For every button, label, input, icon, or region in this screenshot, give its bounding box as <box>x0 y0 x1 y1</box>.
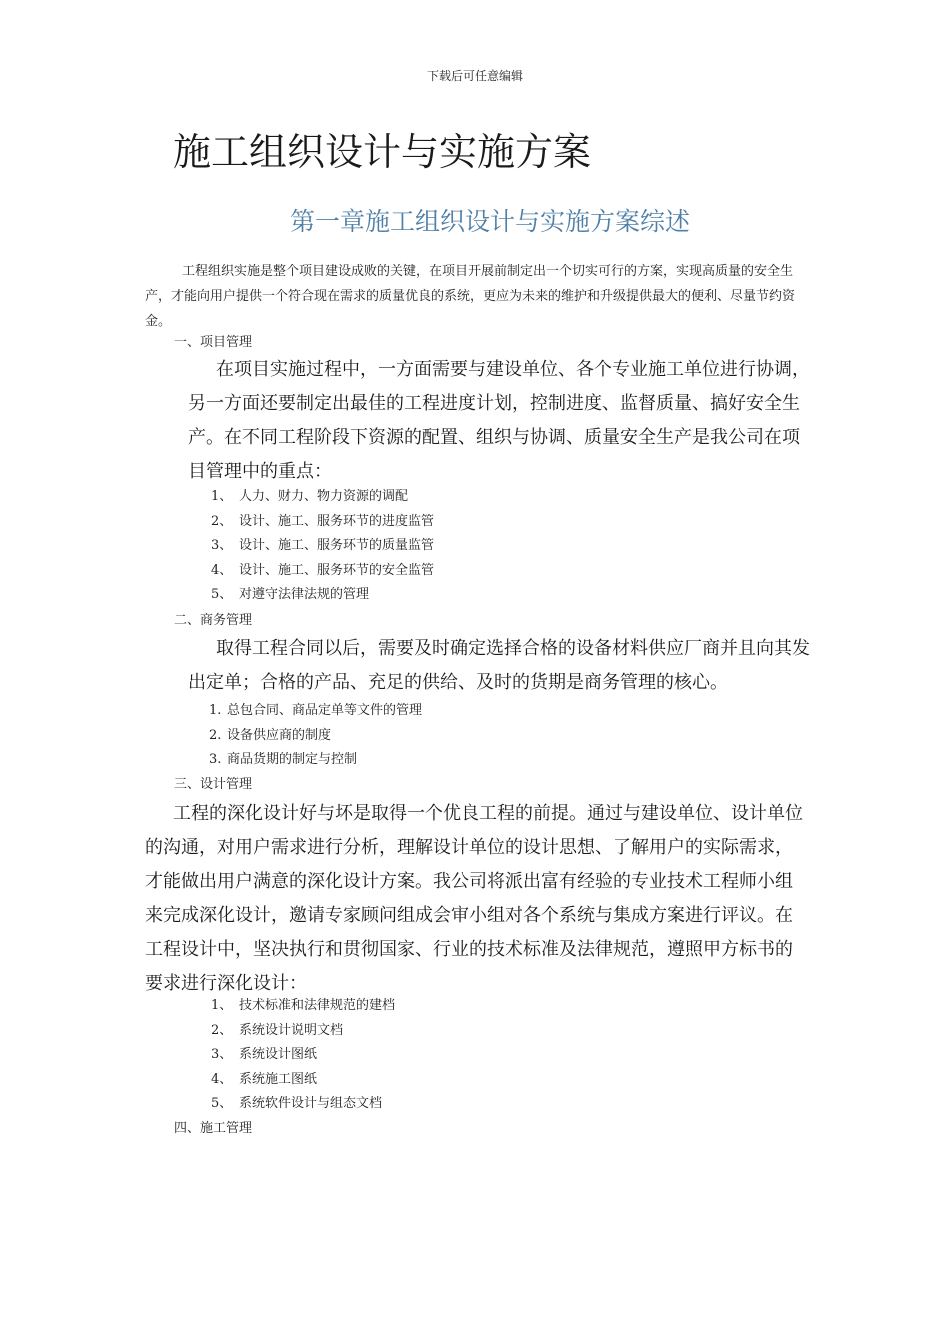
chapter-title: 第一章施工组织设计与实施方案综述 <box>289 207 690 236</box>
list-item-text: 技术标准和法律规范的建档 <box>239 998 396 1013</box>
project-management-list <box>211 485 434 608</box>
business-management-list <box>209 699 422 773</box>
list-item-number: 2. <box>209 727 222 743</box>
list-item-number: 3、 <box>211 538 233 554</box>
list-item <box>209 724 422 749</box>
list-item <box>211 534 434 559</box>
section-paragraph-project-management: 在项目实施过程中，一方面需要与建设单位、各个专业施工单位进行协调，另一方面还要制定出最佳的工程进度计划，控制进度、监督质量、搞好安全生产。在不同工程阶段下资源的配置、组织与协调、质量安全生产是我公司在项目管理中的重点： <box>188 359 810 482</box>
list-item-number: 5、 <box>211 587 233 603</box>
list-item <box>211 559 434 584</box>
list-item-text: 总包合同、商品定单等文件的管理 <box>227 703 423 718</box>
list-item-text: 系统设计说明文档 <box>239 1022 344 1038</box>
list-item-text: 商品货期的制定与控制 <box>227 752 358 768</box>
list-item <box>211 994 395 1019</box>
list-item <box>211 1019 395 1044</box>
list-item-text: 对遵守法律法规的管理 <box>239 587 370 603</box>
list-item-text: 设备供应商的制度 <box>227 727 332 743</box>
list-item-number: 1、 <box>211 489 233 504</box>
list-item-number: 3. <box>209 752 222 768</box>
list-item <box>211 1043 395 1068</box>
list-item-text: 系统施工图纸 <box>239 1071 318 1087</box>
section-paragraph-business-management: 取得工程合同以后，需要及时确定选择合格的设备材料供应厂商并且向其发出定单；合格的产品、充足的供给、及时的货期是商务管理的核心。 <box>188 638 810 693</box>
list-item-text: 系统设计图纸 <box>239 1047 318 1063</box>
list-item <box>209 748 422 773</box>
section-heading-business-management: 二、商务管理 <box>174 613 253 628</box>
list-item <box>209 699 422 724</box>
header-note: 下载后可任意编辑 <box>426 69 523 83</box>
document-title: 施工组织设计与实施方案 <box>173 130 592 174</box>
list-item <box>211 1068 395 1093</box>
list-item-number: 4、 <box>211 562 233 578</box>
list-item-text: 人力、财力、物力资源的调配 <box>239 489 409 504</box>
section-heading-project-management: 一、项目管理 <box>174 335 253 350</box>
list-item-number: 2、 <box>211 513 233 529</box>
list-item-text: 设计、施工、服务环节的进度监管 <box>239 513 435 529</box>
list-item-number: 5、 <box>211 1096 233 1112</box>
list-item-text: 系统软件设计与组态文档 <box>239 1096 383 1112</box>
list-item-number: 3、 <box>211 1047 233 1063</box>
intro-paragraph: 工程组织实施是整个项目建设成败的关键，在项目开展前制定出一个切实可行的方案，实现高质量的安全生产，才能向用户提供一个符合现在需求的质量优良的系统，更应为未来的维护和升级提供最大的便利、尽量节约资金。 <box>145 264 796 329</box>
list-item-text: 设计、施工、服务环节的安全监管 <box>239 562 435 578</box>
section-heading-design-management: 三、设计管理 <box>174 777 253 792</box>
design-management-list <box>211 994 395 1117</box>
list-item <box>211 1092 395 1117</box>
list-item-text: 设计、施工、服务环节的质量监管 <box>239 538 435 554</box>
list-item-number: 2、 <box>211 1022 233 1038</box>
list-item-number: 1、 <box>211 998 233 1013</box>
list-item-number: 1. <box>209 703 222 718</box>
list-item <box>211 583 434 608</box>
section-heading-construction-management: 四、施工管理 <box>174 1121 253 1136</box>
list-item-number: 4、 <box>211 1071 233 1087</box>
list-item <box>211 510 434 535</box>
section-paragraph-design-management: 工程的深化设计好与坏是取得一个优良工程的前提。通过与建设单位、设计单位的沟通，对用户需求进行分析，理解设计单位的设计思想、了解用户的实际需求，才能做出用户满意的深化设计方案。我公司将派出富有经验的专业技术工程师小组来完成深化设计，邀请专家顾问组成会审小组对各个系统与集成方案进行评议。在工程设计中，坚决执行和贯彻国家、行业的技术标准及法律规范，遵照甲方标书的要求进行深化设计： <box>145 803 803 994</box>
list-item <box>211 485 434 510</box>
